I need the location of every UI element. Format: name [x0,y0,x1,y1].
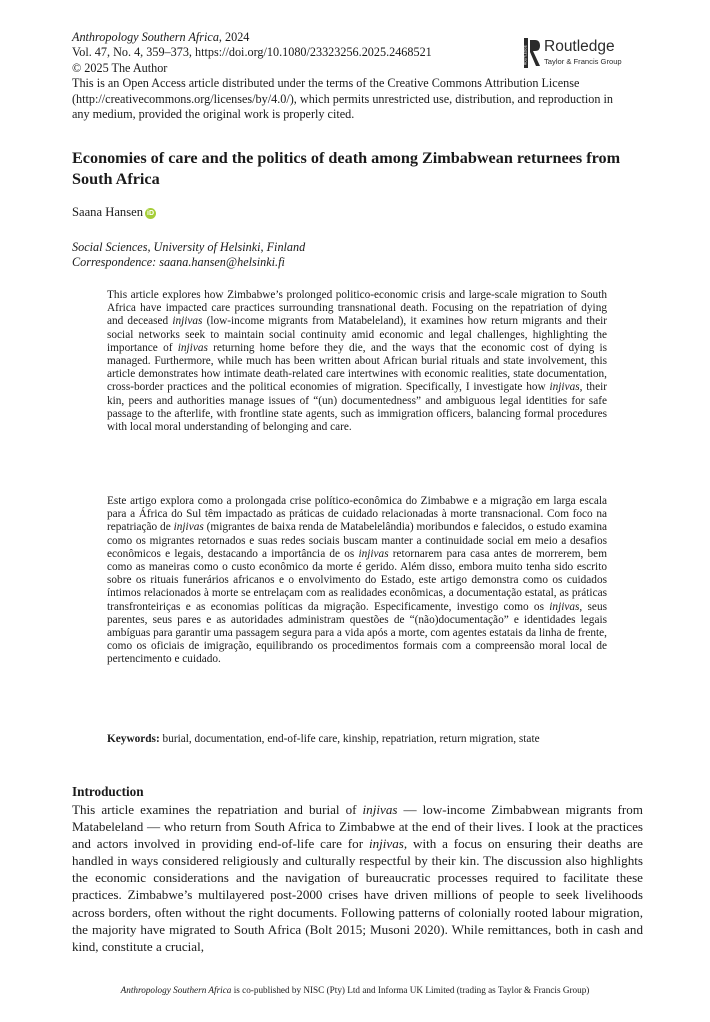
routledge-logo [524,38,644,72]
abstract-text: (migrantes de baixa renda de Matabelelândia) moribundos e falecidos, o estudo examina como os migrantes retornados e suas redes sociais buscam manter a continuidade social em meio a desafios econômicos e legais, destacando a importância de os [107,521,608,560]
keywords-list: burial, documentation, end-of-life care, kinship, repatriation, return migration, state [159,733,540,745]
abstract-term: injivas [358,547,389,560]
copyright-line: © 2025 The Author [72,60,168,75]
author-line [72,205,156,220]
logo-side-text: ROUTLEDGE [523,45,528,65]
introduction-paragraph [72,801,643,955]
section-heading: Introduction [72,784,144,799]
abstract-english [107,289,607,434]
body-text: This article examines the repatriation and burial of [72,802,363,817]
abstract-text: returning home before they die, and the ways that the economic cost of dying is managed. Furthermore, while much has been written about African burial rituals and state involvement, this article demonstrates how intimate death-related care intertwines with economic realities, state documentation, cross-border practices and the political economies of migration. Specifically, I investigate how [107,341,608,394]
abstract-term: injivas [172,315,203,328]
keywords [107,733,607,746]
article-title: Economies of care and the politics of death among Zimbabwean returnees from South Africa [72,149,621,188]
footer-text: is co-published by NISC (Pty) Ltd and Informa UK Limited (trading as Taylor & Francis Group) [231,985,590,995]
licence-text: This is an Open Access article distributed under the terms of the Creative Commons Attribution License (http://creativecommons.org/licenses/by/4.0/), which permits unrestricted use, distribution, and reproduction in any medium, provided the original work is properly cited. [72,76,613,122]
publisher-name: Routledge [544,38,615,55]
affiliation-block [72,240,305,271]
journal-name: Anthropology Southern Africa [72,30,219,44]
abstract-term: injivas [549,600,580,613]
abstract-text: Este artigo explora como a prolongada crise político-econômica do Zimbabwe e a migração em larga escala para a África do Sul têm impactado as práticas de cuidado relacionadas à morte transnacional. Com foco na repatriação de [107,495,607,534]
abstract-term: injivas [549,381,580,394]
journal-year: , 2024 [218,30,250,44]
abstract-text: , their kin, peers and authorities manage issues of “(un) documentedness” and ambiguous legal identities for safe passage to the afterlife, with frontline state agents, such as immigration officers, balancing formal procedures with local moral understanding of belonging and care. [107,381,607,434]
correspondence: Correspondence: saana.hansen@helsinki.fi [72,255,285,270]
abstract-term: injivas [173,521,204,534]
abstract-portuguese [107,495,607,667]
affiliation: Social Sciences, University of Helsinki, Finland [72,240,306,254]
page-footer [0,985,710,995]
routledge-logo-icon [524,38,542,68]
abstract-text: , seus parentes, seus pares e as autoridades administram questões de “(não)documentação” e identidades legais ambíguas para garantir uma passagem segura para a vida após a morte, com agentes estatais da linha de frente, como os oficiais de imigração, equilibrando os procedimentos formais com a compreensão moral local de pertencimento e cuidado. [107,600,607,666]
abstract-text: (low-income migrants from Matabeleland), it examines how return migrants and their social networks seek to maintain social continuity amid economic and legal challenges, highlighting the importance of [107,315,607,354]
body-text: with a focus on ensuring their deaths are handled in ways considered religiously and culturally respectful by their kin. The discussion also highlights the economic considerations and the navigation of bureaucratic processes required to facilitate these practices. Zimbabwe’s multilayered post-2000 crises have driven millions of people to seek livelihoods across borders, often without the right documents. Following patterns of colonially rooted labour migration, the majority have migrated to South Africa (Bolt 2015; Musoni 2020). While remittances, both in cash and kind, constitute a crucial, [72,836,643,954]
publisher-subtitle: Taylor & Francis Group [544,57,622,66]
footer-journal: Anthropology Southern Africa [120,985,232,995]
abstract-term: injivas [177,341,208,354]
abstract-text: retornarem para casa antes de morrerem, bem como as maneiras como o custo econômico da morte é gerido. Além disso, embora muito tenha sido escrito sobre os rituais funerários africanos e o envolvimento do Estado, este artigo demonstra como os cuidados íntimos relacionados à morte se entrelaçam com as realidades econômicas, a documentação estatal, as práticas transfronteiriças e as economias políticas da migração. Especificamente, investigo como os [107,547,607,613]
abstract-text: This article explores how Zimbabwe’s prolonged politico-economic crisis and large-scale migration to South Africa have impacted care practices surrounding transnational death. Focusing on the repatriation of dying and deceased [107,289,607,328]
orcid-icon[interactable]: iD [147,210,154,217]
author-name: Saana Hansen [72,205,143,219]
body-text: — low-income Zimbabwean migrants from Matabeleland — who return from South Africa to Zimbabwe at the end of their lives. I look at the practices and actors involved in providing end-of-life care for [72,802,643,852]
citation-line[interactable]: Vol. 47, No. 4, 359–373, https://doi.org/10.1080/23323256.2025.2468521 [72,45,432,60]
keywords-label: Keywords: [107,733,160,745]
body-term: injivas, [368,836,408,852]
body-term: injivas [362,802,398,817]
